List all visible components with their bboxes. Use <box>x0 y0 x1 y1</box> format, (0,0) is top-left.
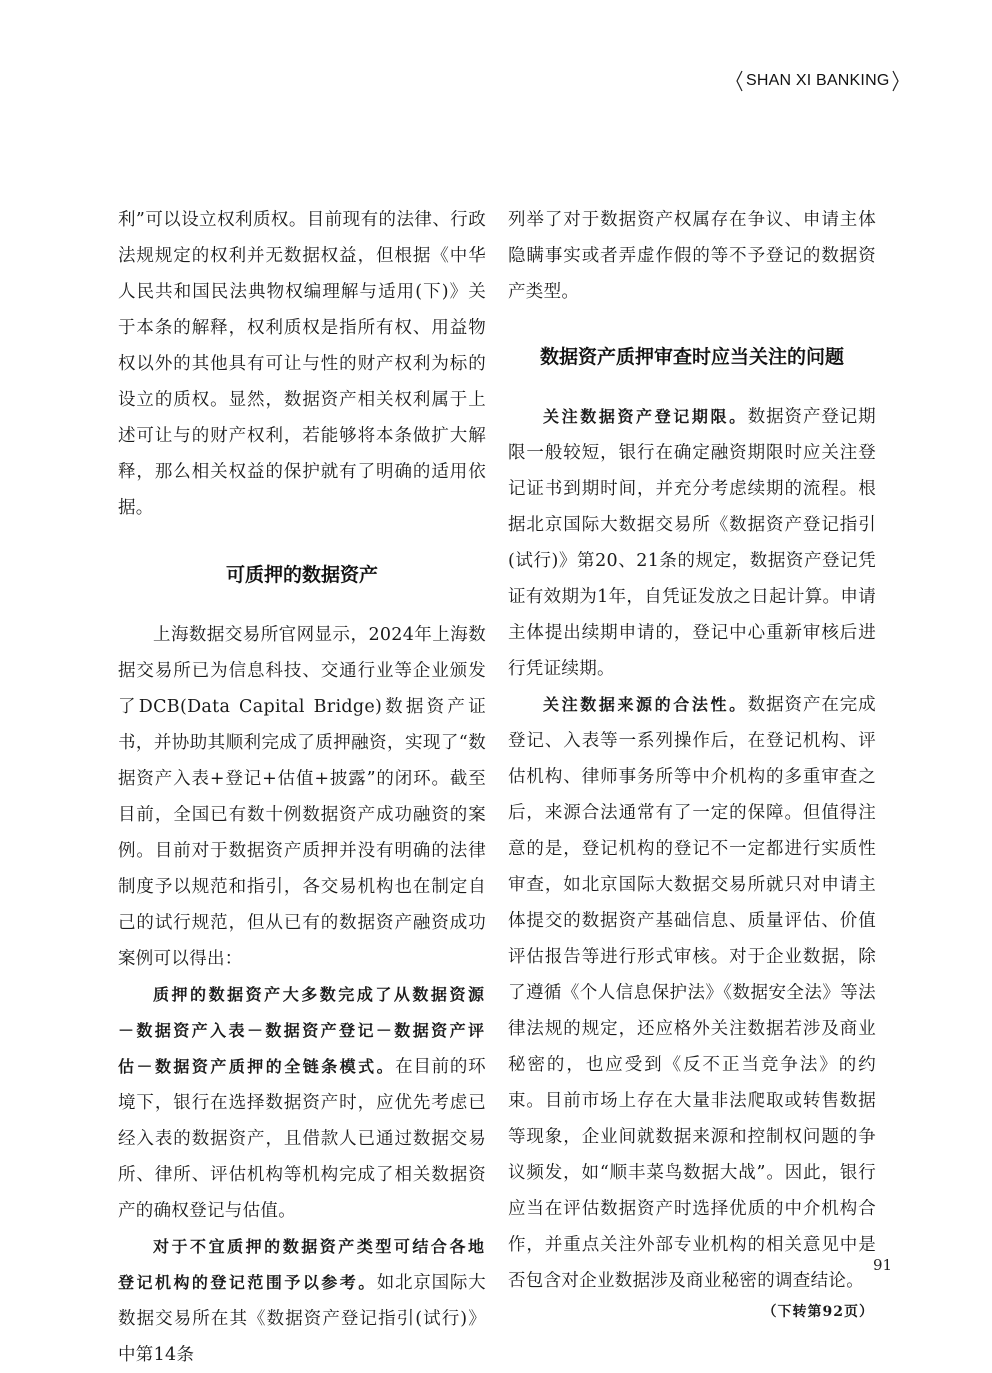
paragraph <box>508 399 876 687</box>
paragraph-body: 如北京国际大数据交易所在其《数据资产登记指引(试行)》中第14条 <box>118 1273 486 1365</box>
paragraph <box>118 977 486 1229</box>
running-title: SHAN XI BANKING <box>746 72 890 89</box>
page-number: 91 <box>873 1256 893 1274</box>
paragraph-body: 数据资产登记期限一般较短，银行在确定融资期限时应关注登记证书到期时间，并充分考虑续期的流程。根据北京国际大数据交易所《数据资产登记指引(试行)》第20、21条的规定，数据资产登记凭证有效期为1年，自凭证发放之日起计算。申请主体提出续期申请的，登记中心重新审核后进行凭证续期。 <box>508 407 876 679</box>
right-bracket-icon <box>892 70 899 92</box>
section-heading: 数据资产质押审查时应当关注的问题 <box>539 346 844 368</box>
running-header <box>736 70 899 92</box>
lead-sentence: 关注数据来源的合法性。 <box>543 695 748 714</box>
lead-sentence: 对于不宜质押的数据资产类型可结合各地登记机构的登记范围予以参考。 <box>118 1237 486 1292</box>
left-bracket-icon <box>736 70 743 92</box>
paragraph: 利”可以设立权利质权。目前现有的法律、行政法规规定的权利并无数据权益，但根据《中华人民共和国民法典物权编理解与适用(下)》关于本条的解释，权利质权是指所有权、用益物权以外的其他具有可让与性的财产权利为标的设立的质权。显然，数据资产相关权利属于上述可让与的财产权利，若能够将本条做扩大解释，那么相关权益的保护就有了明确的适用依据。 <box>118 210 486 518</box>
paragraph: 上海数据交易所官网显示，2024年上海数据交易所已为信息科技、交通行业等企业颁发了DCB(Data Capital Bridge)数据资产证书，并协助其顺利完成了质押融资，实现了“数据资产入表+登记+估值+披露”的闭环。截至目前，全国已有数十例数据资产成功融资的案例。目前对于数据资产质押并没有明确的法律制度予以规范和指引，各交易机构也在制定自己的试行规范，但从已有的数据资产融资成功案例可以得出： <box>118 625 486 969</box>
lead-sentence: 质押的数据资产大多数完成了从数据资源－数据资产入表－数据资产登记－数据资产评估－数据资产质押的全链条模式。 <box>118 985 486 1076</box>
section-heading: 可质押的数据资产 <box>225 564 378 586</box>
paragraph-body: 数据资产在完成登记、入表等一系列操作后，在登记机构、评估机构、律师事务所等中介机构的多重审查之后，来源合法通常有了一定的保障。但值得注意的是，登记机构的登记不一定都进行实质性审查，如北京国际大数据交易所就只对申请主体提交的数据资产基础信息、质量评估、价值评估报告等进行形式审核。对于企业数据，除了遵循《个人信息保护法》《数据安全法》等法律法规的规定，还应格外关注数据若涉及商业秘密的，也应受到《反不正当竞争法》的约束。目前市场上存在大量非法爬取或转售数据等现象，企业间就数据来源和控制权问题的争议频发，如“顺丰菜鸟数据大战”。因此，银行应当在评估数据资产时选择优质的中介机构合作，并重点关注外部专业机构的相关意见中是否包含对企业数据涉及商业秘密的调查结论。 <box>508 695 876 1291</box>
paragraph <box>508 687 876 1299</box>
paragraph-body: 在目前的环境下，银行在选择数据资产时，应优先考虑已经入表的数据资产，且借款人已通过数据交易所、律所、评估机构等机构完成了相关数据资产的确权登记与估值。 <box>118 1057 486 1221</box>
continued-note: （下转第92页） <box>762 1304 874 1320</box>
lead-sentence: 关注数据资产登记期限。 <box>543 407 748 426</box>
paragraph <box>118 1229 486 1373</box>
left-column <box>118 202 486 1373</box>
paragraph: 列举了对于数据资产权属存在争议、申请主体隐瞒事实或者弄虚作假的等不予登记的数据资产类型。 <box>508 210 876 302</box>
right-column <box>508 202 876 1321</box>
